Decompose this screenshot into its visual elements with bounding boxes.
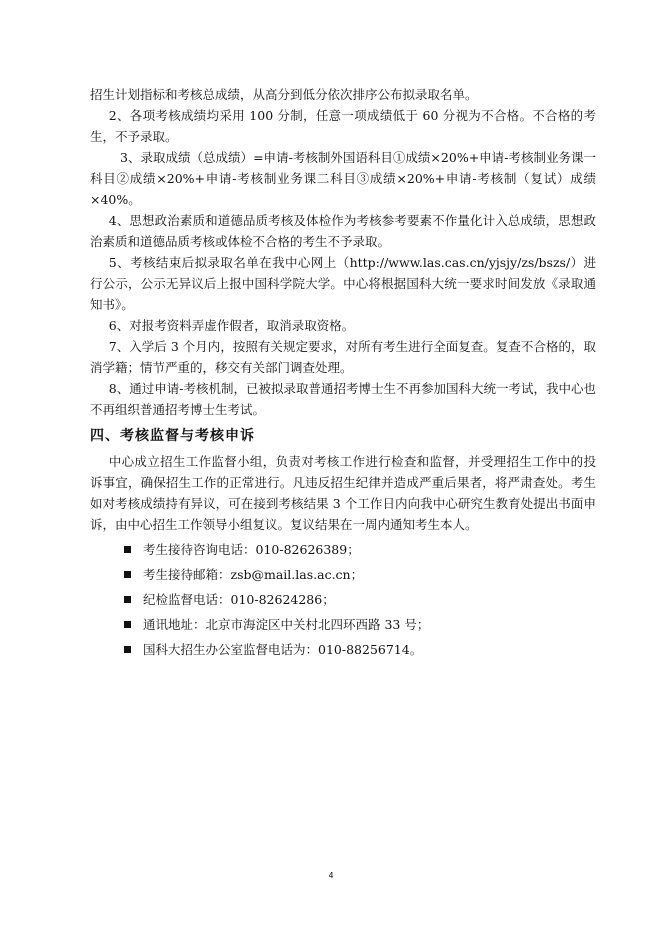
paragraph-rule-2: 2、各项考核成绩均采用 100 分制，任意一项成绩低于 60 分视为不合格。不合格的考生，不予录取。	[90, 108, 596, 144]
paragraph-rule-3: 3、录取成绩（总成绩）=申请-考核制外国语科目①成绩×20%+申请-考核制业务课一科目②成绩×20%+申请-考核制业务课二科目③成绩×20%+申请-考核制（复试）成绩×40%。	[90, 150, 596, 207]
list-item-email	[124, 562, 596, 587]
list-item-ucas-phone	[124, 637, 596, 662]
contact-text: 考生接待咨询电话：010-82626389；	[143, 542, 360, 557]
square-bullet-icon	[124, 571, 131, 578]
paragraph-rule-5: 5、考核结束后拟录取名单在我中心网上（http://www.las.cas.cn/yjsjy/zs/bszs/）进行公示，公示无异议后上报中国科学院大学。中心将根据国科大统一要求时间发放《录取通知书》。	[90, 255, 596, 312]
square-bullet-icon	[124, 546, 131, 553]
list-item-discipline-phone	[124, 587, 596, 612]
paragraph-ranking-continuation: 招生计划指标和考核总成绩，从高分到低分依次排序公布拟录取名单。	[90, 87, 478, 102]
page-content	[90, 84, 596, 662]
contact-text: 纪检监督电话：010-82624286；	[143, 592, 335, 607]
paragraph-rule-6: 6、对报考资料弄虚作假者，取消录取资格。	[108, 318, 355, 333]
paragraph-supervision: 中心成立招生工作监督小组，负责对考核工作进行检查和监督，并受理招生工作中的投诉事宜，确保招生工作的正常进行。凡违反招生纪律并造成严重后果者，将严肃查处。考生如对考核成绩持有异议，可在接到考核结果 3 个工作日内向我中心研究生教育处提出书面申诉，由中心招生工作领导小组复议。复议结果在一周内通知考生本人。	[90, 454, 596, 532]
contact-list	[90, 537, 596, 662]
square-bullet-icon	[124, 621, 131, 628]
paragraph-rule-8: 8、通过申请-考核机制，已被拟录取普通招考博士生不再参加国科大统一考试，我中心也不再组织普通招考博士生考试。	[90, 381, 596, 417]
page-number: 4	[328, 871, 334, 880]
list-item-consult-phone	[124, 537, 596, 562]
contact-text: 国科大招生办公室监督电话为：010-88256714。	[143, 642, 423, 657]
square-bullet-icon	[124, 596, 131, 603]
contact-text: 考生接待邮箱：zsb@mail.las.ac.cn；	[143, 567, 364, 582]
paragraph-rule-4: 4、思想政治素质和道德品质考核及体检作为考核参考要素不作量化计入总成绩，思想政治素质和道德品质考核或体检不合格的考生不予录取。	[90, 213, 596, 249]
list-item-address	[124, 612, 596, 637]
square-bullet-icon	[124, 646, 131, 653]
contact-text: 通讯地址：北京市海淀区中关村北四环西路 33 号；	[143, 617, 430, 632]
paragraph-rule-7: 7、入学后 3 个月内，按照有关规定要求，对所有考生进行全面复查。复查不合格的，取消学籍；情节严重的，移交有关部门调查处理。	[90, 339, 596, 375]
section-heading-supervision: 四、考核监督与考核申诉	[90, 428, 255, 444]
